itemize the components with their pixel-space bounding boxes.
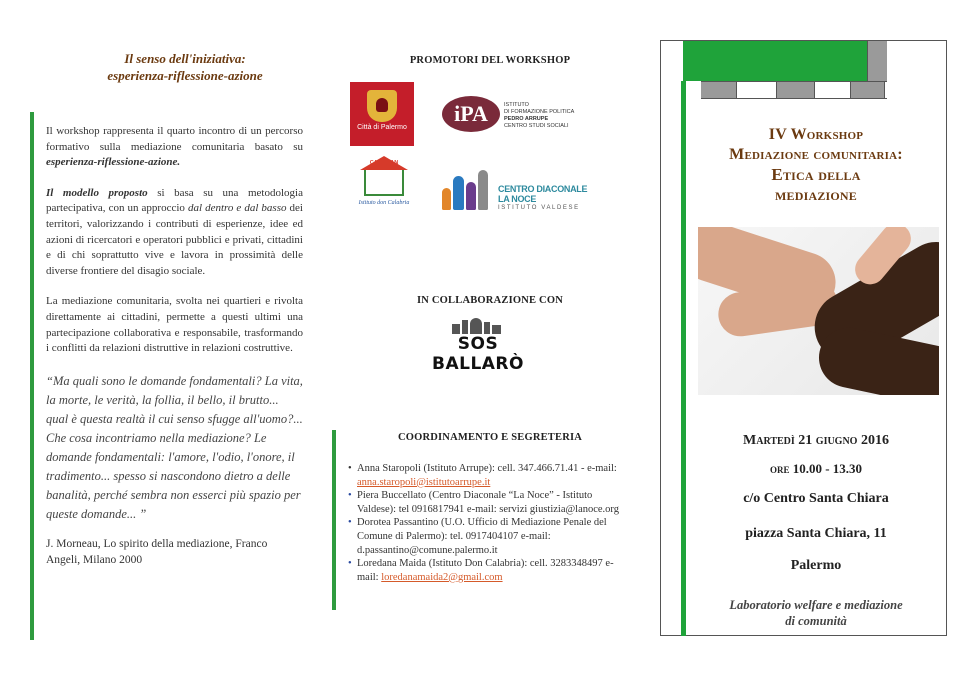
left-body xyxy=(46,124,303,583)
skyline-icon xyxy=(412,318,544,334)
contact-text: Anna Staropoli (Istituto Arrupe): cell. 347.466.71.41 - e-mail: xyxy=(357,463,617,474)
ipa-logo-mark: iPA xyxy=(442,96,500,132)
intro-title-line1: Il senso dell'iniziativa: xyxy=(124,51,246,66)
middle-panel xyxy=(330,0,650,678)
centro-diaconale-la-noce-logo xyxy=(440,158,600,212)
cover-panel xyxy=(660,40,947,636)
event-venue: c/o Centro Santa Chiara xyxy=(743,491,889,506)
contact-text: Dorotea Passantino (U.O. Ufficio di Mediazione Penale del Comune di Palermo): tel. 0917404107 e-mail: d.passantino@comune.palermo.it xyxy=(357,517,607,556)
casa-logo-subtitle: Istituto don Calabria xyxy=(358,200,410,206)
decorative-gray-block xyxy=(867,41,887,81)
promoters-heading: PROMOTORI DEL WORKSHOP xyxy=(409,55,571,66)
intro-title xyxy=(60,50,310,84)
model-emphasis: Il modello proposto xyxy=(46,186,148,199)
contact-text: Loredana Maida (Istituto Don Calabria): cell. 3283348497 e-mail: xyxy=(357,558,614,583)
decorative-gray-strip xyxy=(701,81,887,99)
decorative-green-bar xyxy=(681,81,686,636)
noce-logo-text xyxy=(498,184,600,211)
ipa-text-2: DI FORMAZIONE POLITICA xyxy=(504,109,575,115)
sos-ballaro-wordmark: SOS BALLARÒ xyxy=(432,334,524,374)
organizer-footer xyxy=(701,597,931,629)
model-emphasis-2: dal dentro e dal basso xyxy=(187,202,287,215)
paragraph-mediation: La mediazione comunitaria, svolta nei quartieri e rivolta direttamente ai cittadini, permette a questi ultimi una partecipazione collaborativa e responsabile, trasformando i conflitti da relazioni distruttive in relazioni costruttive. xyxy=(46,295,303,355)
collaboration-heading: IN COLLABORAZIONE CON xyxy=(417,295,563,306)
organizer-footer-line2: di comunità xyxy=(785,614,847,628)
noce-logo-sub: ISTITUTO VALDESE xyxy=(498,205,580,211)
green-divider-middle xyxy=(332,430,336,610)
ipa-text-1: ISTITUTO xyxy=(504,102,529,108)
event-address: piazza Santa Chiara, 11 xyxy=(745,526,887,541)
contact-item xyxy=(348,557,626,584)
contact-email-link[interactable]: loredanamaida2@gmail.com xyxy=(381,571,503,583)
contact-email-link[interactable]: anna.staropoli@istitutoarrupe.it xyxy=(357,476,491,488)
green-divider-left xyxy=(30,112,34,640)
people-figures-icon xyxy=(440,160,492,210)
house-icon xyxy=(364,170,404,196)
workshop-title-line4: mediazione xyxy=(774,185,857,204)
workshop-title-line1: IV Workshop xyxy=(768,126,864,143)
ipa-logo-text xyxy=(504,102,574,130)
left-panel xyxy=(0,0,330,678)
citta-di-palermo-logo xyxy=(350,82,414,146)
model-text-2: dei territori, valorizzando i contributi di esperienze, idee ed azioni di ricercatori e operatori pubblici e privati, cittadini e di chi soprattutto vive e lavora in prossimità delle diverse frontiere del disagio sociale. xyxy=(46,202,303,277)
model-text-1: si basa su una metodologia partecipativa, con un approccio xyxy=(46,186,303,215)
paragraph-model xyxy=(46,186,303,280)
casa-logo-arc-text: CASA SAN BENEDETTO xyxy=(367,160,401,172)
workshop-title-line2: Mediazione comunitaria: xyxy=(729,146,903,163)
organizer-footer-line1: Laboratorio welfare e mediazione xyxy=(729,598,903,612)
contacts-list xyxy=(348,462,626,584)
ipa-text-4: CENTRO STUDI SOCIALI xyxy=(504,123,569,129)
workshop-title xyxy=(691,125,941,205)
palermo-logo-label: Città di Palermo xyxy=(357,124,407,131)
ipa-text-3: PEDRO ARRUPE xyxy=(504,116,549,122)
ipa-logo xyxy=(442,92,592,138)
sos-ballaro-logo xyxy=(412,318,544,374)
coordination-heading: COORDINAMENTO E SEGRETERIA xyxy=(397,432,583,443)
citation: J. Morneau, Lo spirito della mediazione, Franco Angeli, Milano 2000 xyxy=(46,537,268,566)
quote: “Ma quali sono le domande fondamentali? La vita, la morte, le verità, la follia, il bello, il brutto... qual è questa realtà il cui senso sfugge all'uomo?... Che cosa incontriamo nella mediazione? Le domande fondamentali: l'amore, l'odio, l'onore, il tradimento... spesso si nascondono dietro a delle banalità, perché sembra non esserci più spazio per queste domande... ” xyxy=(46,373,303,521)
casa-san-benedetto-logo xyxy=(350,160,418,218)
event-date: Martedì 21 giugno 2016 xyxy=(743,433,889,448)
paragraph-intro-emphasis: esperienza-riflessione-azione. xyxy=(46,156,181,169)
event-time: ore 10.00 - 13.30 xyxy=(769,461,863,476)
intro-title-line2: esperienza-riflessione-azione xyxy=(107,68,263,83)
contact-text: Piera Buccellato (Centro Diaconale “La Noce” - Istituto Valdese): tel 0916817941 e-mail: servizi giustizia@lanoce.org xyxy=(357,490,619,515)
hands-photo xyxy=(698,227,939,395)
event-city: Palermo xyxy=(790,558,842,573)
contact-item xyxy=(348,516,626,557)
decorative-green-block xyxy=(683,41,867,81)
noce-logo-name: CENTRO DIACONALE LA NOCE xyxy=(498,184,588,204)
contact-item xyxy=(348,489,626,516)
paragraph-intro-text: Il workshop rappresenta il quarto incontro di un percorso formativo sulla mediazione comunitaria basato su xyxy=(46,125,303,153)
contact-item xyxy=(348,462,626,489)
paragraph-intro xyxy=(46,124,303,171)
eagle-crest-icon xyxy=(367,90,397,122)
workshop-title-line3: Etica della xyxy=(771,165,861,184)
